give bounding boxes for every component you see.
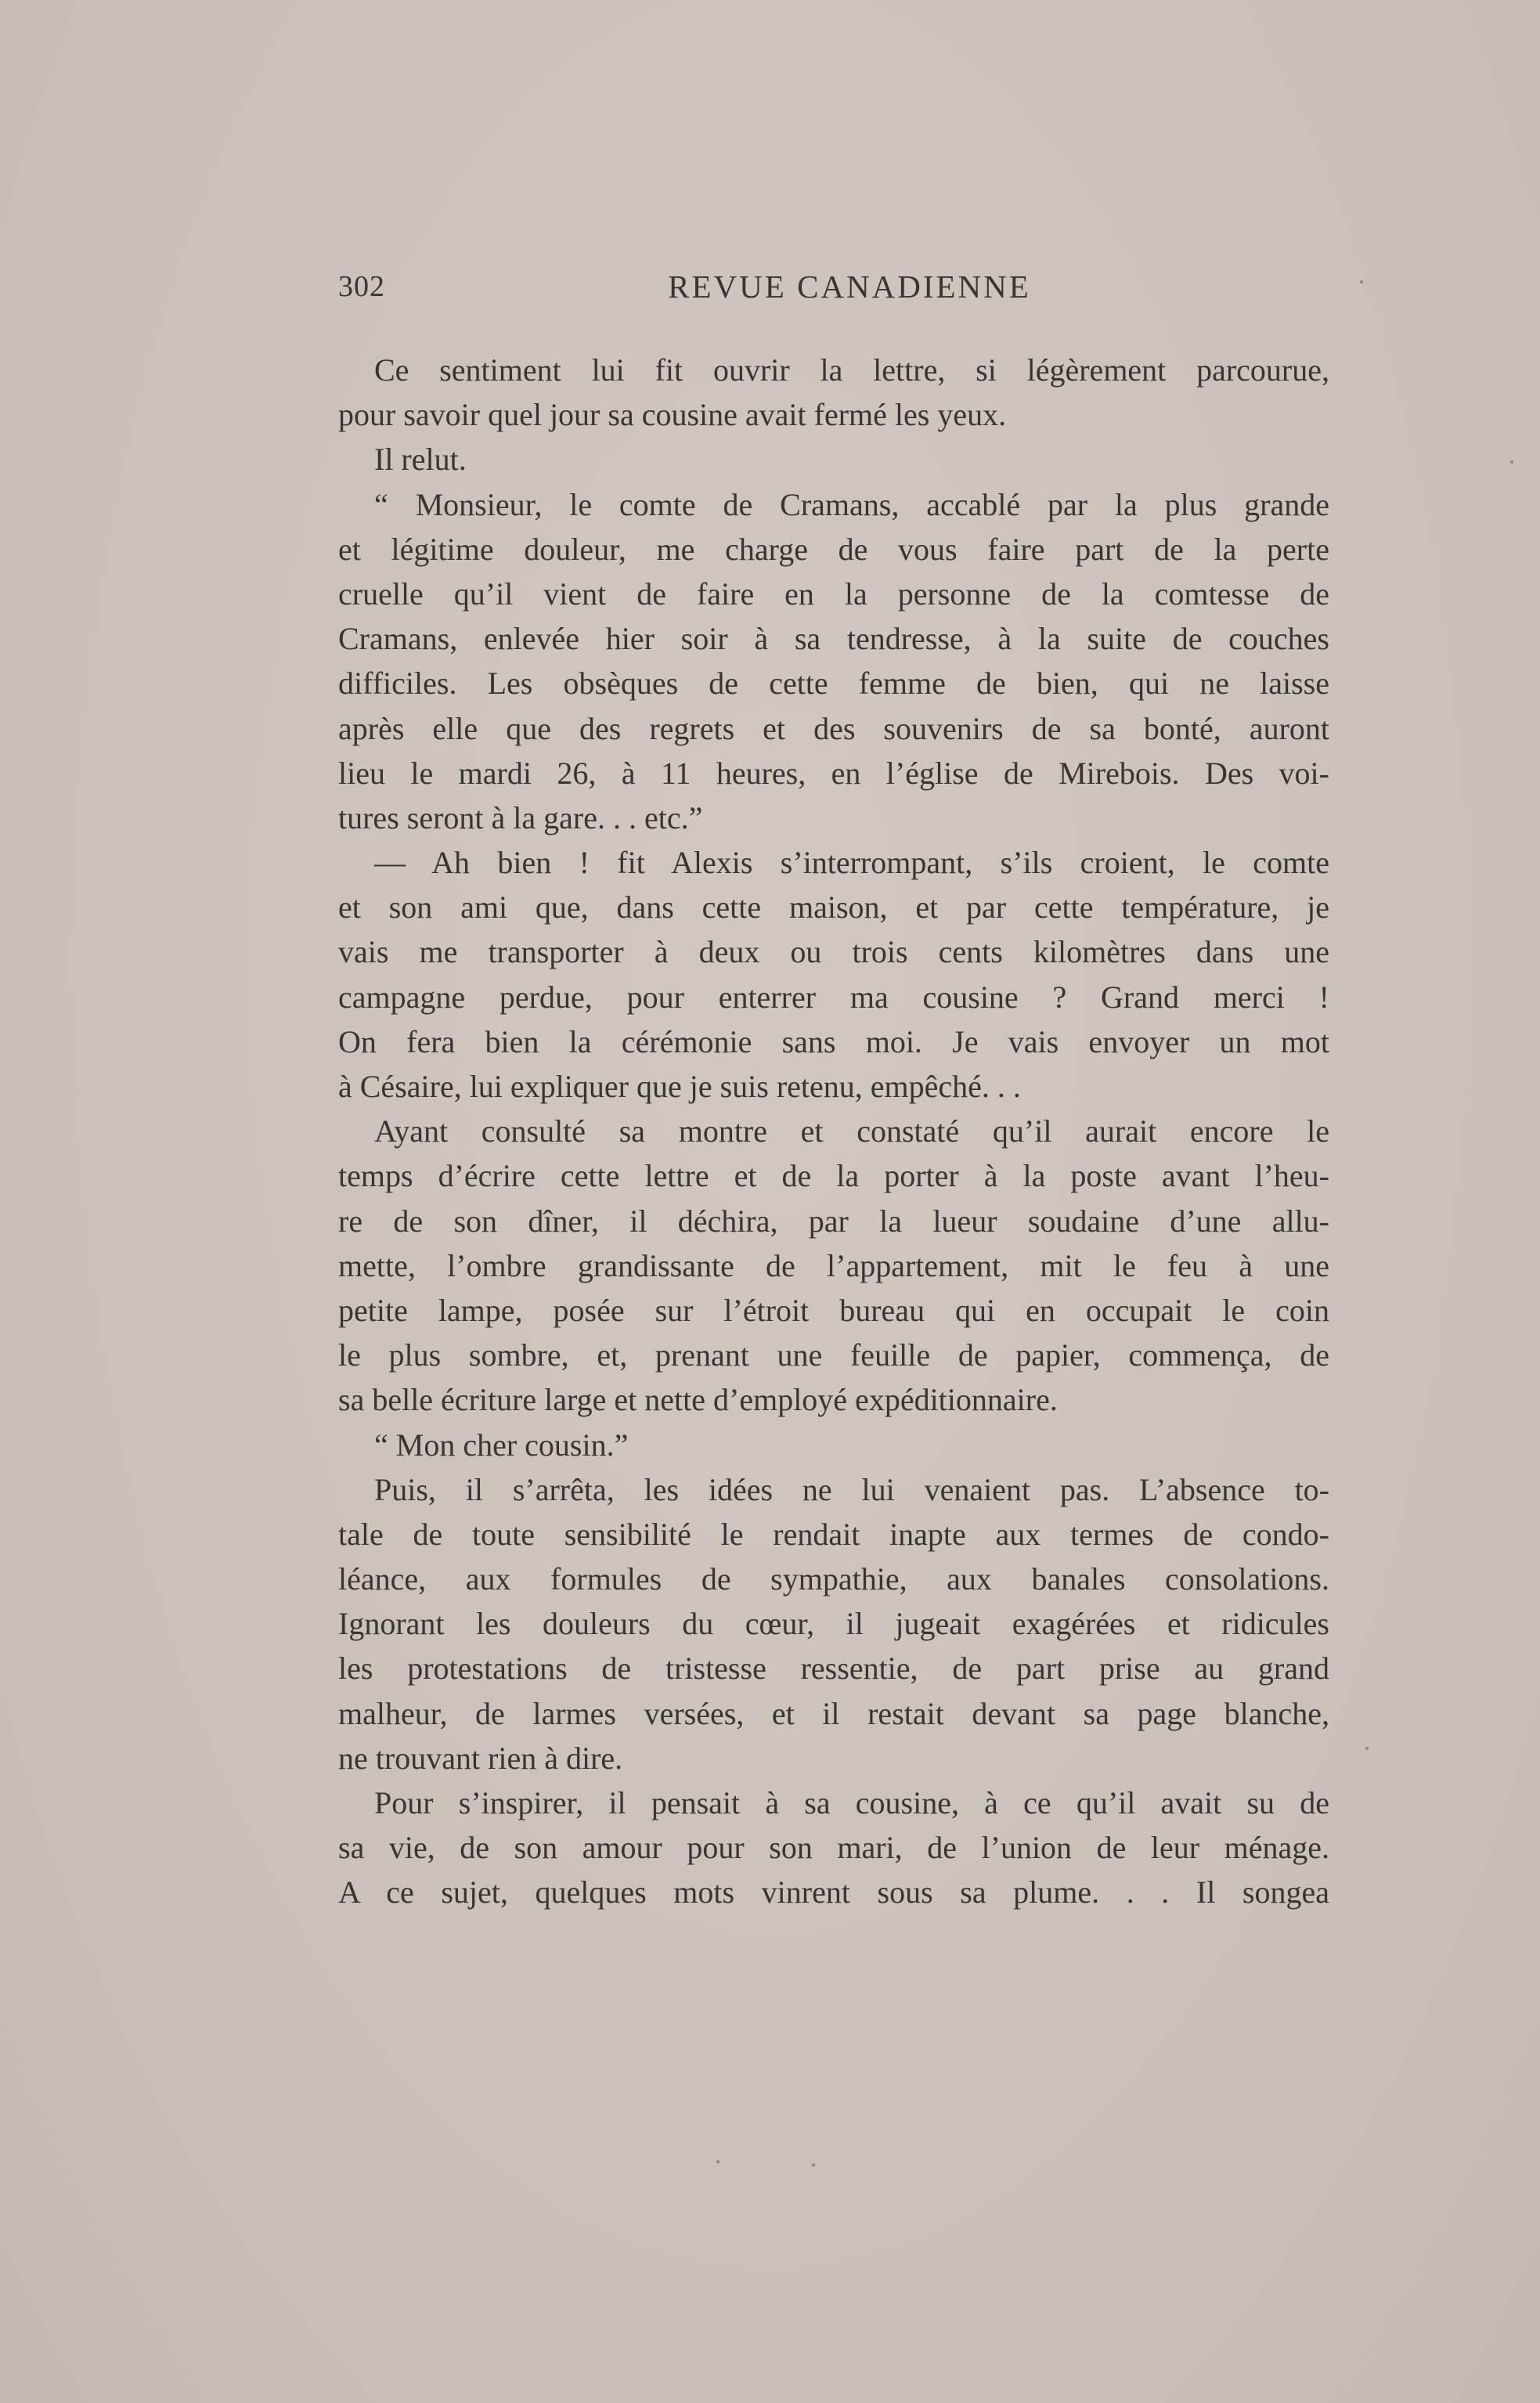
text-line: Puis, il s’arrêta, les idées ne lui venaient pas. L’absence to-	[374, 1471, 1329, 1507]
running-head: REVUE CANADIENNE	[668, 269, 1031, 305]
text-line: et son ami que, dans cette maison, et par cette température, je	[338, 889, 1329, 925]
text-line: On fera bien la cérémonie sans moi. Je vais envoyer un mot	[338, 1023, 1329, 1059]
text-line: ne trouvant rien à dire.	[338, 1740, 623, 1776]
page-header	[338, 263, 1329, 310]
text-line: sa belle écriture large et nette d’employé expéditionnaire.	[338, 1382, 1058, 1418]
text-line: re de son dîner, il déchira, par la lueur soudaine d’une allu-	[338, 1203, 1329, 1239]
text-line: Ignorant les douleurs du cœur, il jugeait exagérées et ridicules	[338, 1606, 1329, 1642]
text-line: — Ah bien ! fit Alexis s’interrompant, s’ils croient, le comte	[374, 845, 1329, 881]
text-line: lieu le mardi 26, à 11 heures, en l’église de Mirebois. Des voi-	[338, 755, 1329, 791]
paper-speck	[1510, 460, 1513, 464]
text-line: petite lampe, posée sur l’étroit bureau qui en occupait le coin	[338, 1292, 1329, 1328]
text-line: “ Monsieur, le comte de Cramans, accablé par la plus grande	[374, 486, 1329, 522]
paper-speck	[1365, 1747, 1369, 1750]
text-line: cruelle qu’il vient de faire en la personne de la comtesse de	[338, 575, 1329, 612]
text-line: Pour s’inspirer, il pensait à sa cousine, à ce qu’il avait su de	[374, 1785, 1329, 1820]
text-line: à Césaire, lui expliquer que je suis retenu, empêché. . .	[338, 1069, 1021, 1104]
text-line: difficiles. Les obsèques de cette femme de bien, qui ne laisse	[338, 666, 1329, 702]
text-line: après elle que des regrets et des souvenirs de sa bonté, auront	[338, 710, 1329, 746]
text-line: tale de toute sensibilité le rendait inapte aux termes de condo-	[338, 1516, 1329, 1552]
text-line: et légitime douleur, me charge de vous faire part de la perte	[338, 531, 1329, 567]
text-line: “ Mon cher cousin.”	[374, 1427, 629, 1463]
text-line: vais me transporter à deux ou trois cents kilomètres dans une	[338, 934, 1329, 970]
text-line: malheur, de larmes versées, et il restait devant sa page blanche,	[338, 1695, 1329, 1731]
text-line: sa vie, de son amour pour son mari, de l’union de leur ménage.	[338, 1830, 1329, 1866]
body-text	[338, 348, 1329, 1915]
text-line: Il relut.	[374, 442, 467, 478]
text-line: le plus sombre, et, prenant une feuille de papier, commença, de	[338, 1337, 1329, 1373]
text-line: Ayant consulté sa montre et constaté qu’il aurait encore le	[374, 1113, 1329, 1149]
page-number: 302	[338, 270, 385, 303]
paper-speck	[716, 2160, 720, 2163]
text-line: les protestations de tristesse ressentie, de part prise au grand	[338, 1651, 1329, 1687]
paper-speck	[1360, 280, 1363, 283]
text-line: léance, aux formules de sympathie, aux banales consolations.	[338, 1561, 1329, 1597]
text-line: mette, l’ombre grandissante de l’appartement, mit le feu à une	[338, 1247, 1329, 1283]
text-line: A ce sujet, quelques mots vinrent sous sa plume. . . Il songea	[338, 1874, 1329, 1910]
text-line: Ce sentiment lui fit ouvrir la lettre, si légèrement parcourue,	[374, 352, 1329, 388]
text-line: temps d’écrire cette lettre et de la porter à la poste avant l’heu-	[338, 1158, 1329, 1194]
text-line: Cramans, enlevée hier soir à sa tendresse, à la suite de couches	[338, 621, 1329, 657]
paper-speck	[812, 2163, 815, 2167]
text-line: pour savoir quel jour sa cousine avait fermé les yeux.	[338, 397, 1007, 433]
text-line: campagne perdue, pour enterrer ma cousine ? Grand merci !	[338, 979, 1329, 1015]
text-line: tures seront à la gare. . . etc.”	[338, 799, 703, 835]
